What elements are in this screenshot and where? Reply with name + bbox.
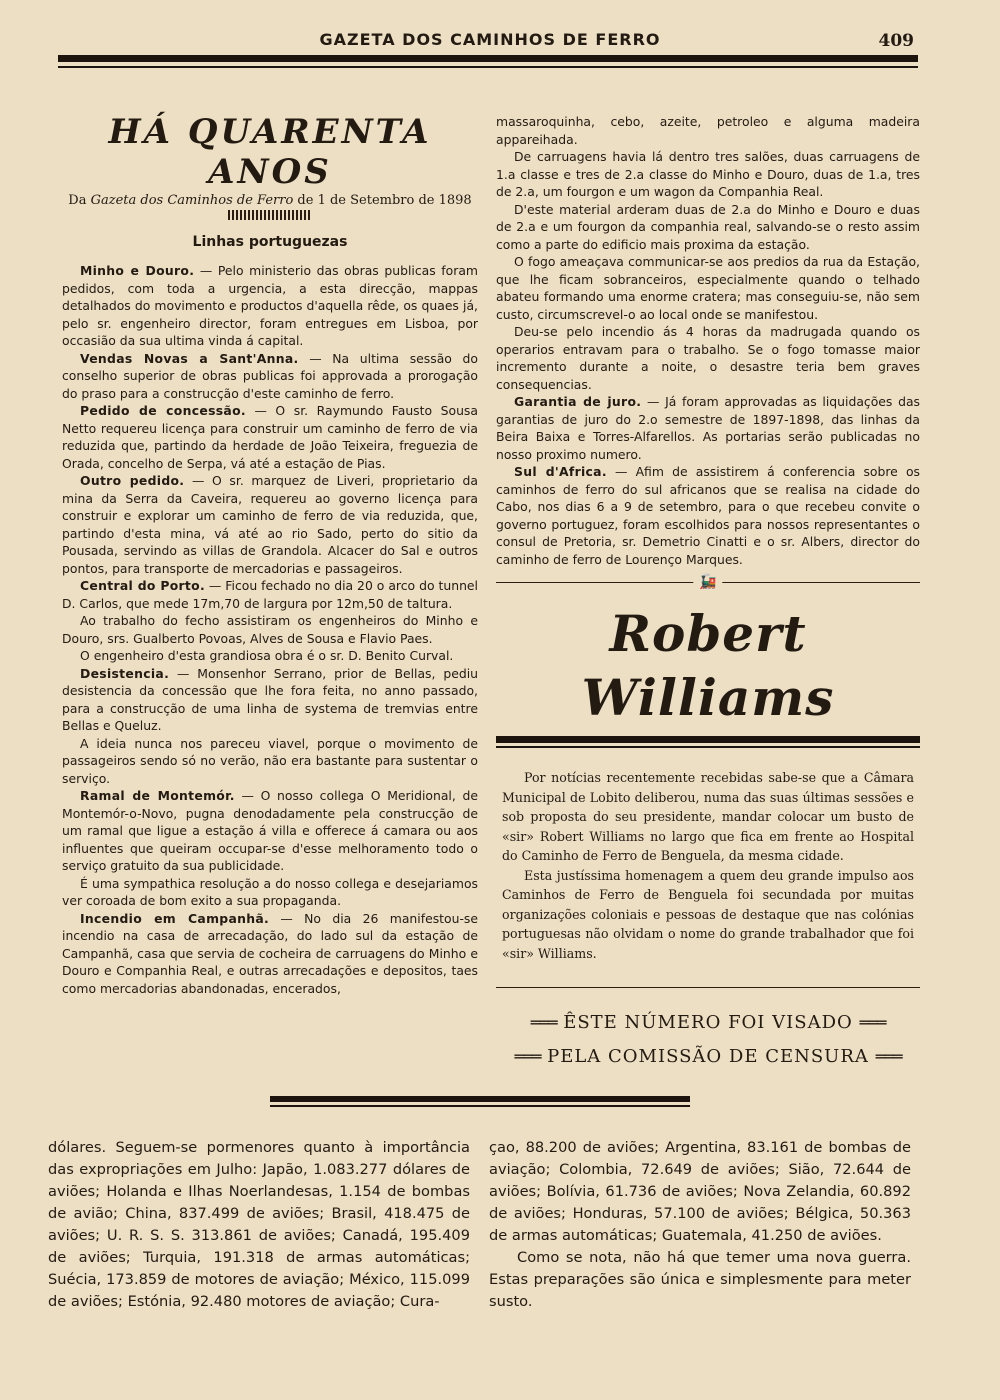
- paragraph-text: — Na ultima sessão do conselho superior de obras publicas foi approvada a prorogação do praso para a construcção d'este caminho de ferro.: [62, 350, 478, 401]
- censorship-text-1: ÊSTE NÚMERO FOI VISADO: [563, 1012, 853, 1033]
- section-title: Linhas portuguezas: [192, 234, 348, 250]
- paragraph-lead: Vendas Novas a Sant'Anna.: [80, 350, 299, 366]
- censorship-line-2: [496, 1040, 920, 1074]
- left-column: [62, 112, 478, 997]
- rw-paragraph: Esta justíssima homenagem a quem deu grande impulso aos Caminhos de Ferro de Benguela foi secundada por muitas organizações coloniais e pessoas de destaque que nas colónias portuguesas não olvidam o nome do grande trabalhador que foi «sir» Williams.: [502, 867, 914, 961]
- paragraph-text: — Pelo ministerio das obras publicas foram pedidos, com toda a urgencia, a esta direcção, mappas detalhados do movimento e productos d'aquella rêde, os quaes já, pelo sr. engenheiro director, foram entregues em Lisboa, por occasião da sua ultima vinda á capital.: [62, 263, 478, 348]
- paragraph-text: — O nosso collega O Meridional, de Montemór-o-Novo, pugna denodadamente pela construcção de um ramal que ligue a estação á villa e offerece á camara ou aos influentes que queiram occupar-se d'esse melhoramento todo o serviço gratuito da sua publicidade.: [62, 788, 479, 873]
- article-paragraph: [62, 350, 478, 403]
- bottom-right-closing: Como se nota, não há que temer uma nova guerra. Estas preparações são única e simplesmente para meter susto.: [489, 1249, 911, 1310]
- bottom-right-column: [489, 1137, 911, 1313]
- paragraph-lead: Incendio em Campanhã.: [80, 910, 270, 926]
- paragraph-lead: Ramal de Montemór.: [80, 788, 235, 803]
- paragraph-text: — Afim de assistirem á conferencia sobre os caminhos de ferro do sul africanos que se realisa na cidade do Cabo, nos dias 6 a 9 de setembro, para o que recebeu convite o governo portuguez, foram escolhidos para nossos representantes o consul de Pretoria, sr. Demetrio Cinatti e o sr. Albers, director do caminho de ferro de Lourenço Marques.: [496, 464, 921, 567]
- article-paragraph: [62, 262, 478, 350]
- paragraph-lead: Outro pedido.: [80, 473, 185, 488]
- subtitle-journal: Gazeta dos Caminhos de Ferro: [90, 193, 294, 208]
- subtitle-prefix: Da: [68, 193, 91, 208]
- right-column: [496, 113, 920, 1074]
- paragraph-text: É uma sympathica resolução a do nosso collega e desejariamos ver coroada de bom exito a sua propaganda.: [62, 875, 478, 908]
- censorship-line-1: [496, 1006, 920, 1040]
- paragraph-text: — Monsenhor Serrano, prior de Bellas, pediu desistencia da concessão que lhe fora feita, no anno passado, para a construcção de uma linha de systema de tremvias entre Bellas e Queluz.: [62, 665, 478, 733]
- paragraph-text: O fogo ameaçava communicar-se aos predios da rua da Estação, que lhe ficam sobranceiros, especialmente quando o telhado abateu formando uma enorme cratera; mas conseguiu-se, não sem custo, circumscrevel-o ao local onde se manifestou.: [496, 254, 920, 322]
- bars-icon: ═══: [514, 1047, 541, 1066]
- article-paragraph: [62, 787, 478, 875]
- bottom-left-column: [48, 1137, 470, 1313]
- article-paragraph: [62, 910, 478, 998]
- paragraph-lead: Sul d'Africa.: [514, 464, 607, 479]
- locomotive-divider: [496, 574, 920, 590]
- article-paragraph: [496, 323, 920, 393]
- page-number: 409: [878, 31, 914, 51]
- header-rule: [58, 55, 918, 62]
- bottom-right-text: çao, 88.200 de aviões; Argentina, 83.161 de bombas de aviação; Colombia, 72.649 de aviões; Sião, 72.644 de aviões; Bolívia, 61.736 de aviões; Nova Zelandia, 60.892 de aviões; Honduras, 57.100 de aviões; Bélgica, 50.363 de armas automáticas; Guatemala, 41.250 de aviões.: [489, 1139, 911, 1244]
- robert-williams-body: [496, 768, 920, 963]
- robert-williams-rule-thin: [496, 746, 920, 748]
- paragraph-lead: Garantia de juro.: [514, 394, 642, 409]
- article-paragraph: [496, 148, 920, 201]
- article-paragraph: [62, 735, 478, 788]
- censorship-text-2: PELA COMISSÃO DE CENSURA: [547, 1046, 869, 1067]
- article-paragraph: [496, 113, 920, 148]
- article-paragraphs: [62, 262, 478, 997]
- ornament-divider: [228, 210, 312, 220]
- paragraph-text: Deu-se pelo incendio ás 4 horas da madrugada quando os operarios entravam para o trabalho. Se o fogo tomasse maior incremento durante a noite, o desastre teria bem graves consequencias.: [496, 324, 920, 392]
- forty-years-subtitle: [62, 192, 478, 210]
- bars-icon: ═══: [875, 1047, 902, 1066]
- masthead: GAZETA DOS CAMINHOS DE FERRO: [319, 30, 661, 49]
- paragraph-text: — No dia 26 manifestou-se incendio na casa de arrecadação, do lado sul da estação de Campanhã, casa que servia de cocheira de carruagens do Minho e Douro e Companhia Real, e outras arrecadações e depositos, taes como mercadorias abandonadas, encerados,: [62, 910, 478, 996]
- article-paragraph: [62, 577, 478, 612]
- article-paragraph: [496, 463, 920, 568]
- paragraph-lead: Desistencia.: [80, 665, 170, 681]
- bottom-left-text: dólares. Seguem-se pormenores quanto à importância das expropriações em Julho: Japão, 1.083.277 dólares de aviões; Holanda e Ilhas Noerlandesas, 1.154 de bombas de avião; China, 837.499 de aviões; Brasil, 418.475 de aviões; U. R. S. S. 313.861 de aviões; Canadá, 195.409 de aviões; Turquia, 191.318 de armas automáticas; Suécia, 173.859 de motores de aviação; México, 115.099 de aviões; Estónia, 92.480 motores de aviação; Cura-: [48, 1139, 470, 1310]
- robert-williams-rule: [496, 736, 920, 743]
- paragraph-text: O engenheiro d'esta grandiosa obra é o sr. D. Benito Curval.: [80, 648, 454, 663]
- rw-paragraph: Por notícias recentemente recebidas sabe-se que a Câmara Municipal de Lobito deliberou, numa das suas últimas sessões e sob proposta do seu presidente, mandar colocar um busto de «sir» Robert Williams no largo que fica em frente ao Hospital do Caminho de Ferro de Benguela, da mesma cidade.: [502, 770, 914, 863]
- article-paragraph: [496, 201, 920, 254]
- paragraph-text: — O sr. Raymundo Fausto Sousa Netto requereu licença para construir um caminho de ferro de via reduzida que, partindo da herdade de João Teixeira, freguezia de Orada, concelho de Serpa, vá até a estação de Pias.: [62, 403, 478, 471]
- paragraph-text: massaroquinha, cebo, azeite, petroleo e alguma madeira appareihada.: [496, 114, 920, 147]
- locomotive-icon: 🚂: [693, 574, 722, 590]
- paragraph-lead: Pedido de concessão.: [80, 403, 246, 418]
- paragraph-text: — O sr. marquez de Liveri, proprietario da mina da Serra da Caveira, requereu ao governo licença para construir e explorar um caminho de ferro de via reduzida, que, partindo d'esta mina, vá até ao rio Sado, perto do sitio da Pousada, servindo as villas de Grandola. Alcacer do Sal e outros pontos, para transporte de mercadorias e passageiros.: [62, 473, 478, 576]
- forty-years-title: HÁ QUARENTA ANOS: [108, 112, 432, 192]
- censor-rule: [496, 987, 920, 988]
- bars-icon: ═══: [530, 1013, 557, 1032]
- paragraph-lead: Minho e Douro.: [80, 263, 195, 278]
- article-paragraph: [496, 253, 920, 323]
- subtitle-suffix: de 1 de Setembro de 1898: [293, 193, 472, 208]
- bars-icon: ═══: [859, 1013, 886, 1032]
- section-rule: [270, 1096, 690, 1102]
- article-paragraph: [62, 472, 478, 577]
- article-paragraph: [62, 875, 478, 910]
- paragraph-text: — Já foram approvadas as liquidações das garantias de juro do 2.o semestre de 1897-1898, das linhas da Beira Baixa e Torres-Alfarellos. As portarias serão publicadas no nosso proximo numero.: [496, 394, 920, 462]
- paragraph-lead: Central do Porto.: [80, 578, 205, 593]
- paragraph-text: D'este material arderam duas de 2.a do Minho e Douro e duas de 2.a e um fourgon da companhia real, salvando-se o resto assim como a parte do edificio mais proxima da estação.: [496, 201, 920, 252]
- article-paragraph: [496, 393, 920, 463]
- article-paragraph: [62, 402, 478, 472]
- article-paragraph: [62, 647, 478, 665]
- paragraph-text: Ao trabalho do fecho assistiram os engenheiros do Minho e Douro, srs. Gualberto Povoas, Alves de Sousa e Flavio Paes.: [62, 613, 478, 646]
- section-rule-thin: [270, 1105, 690, 1107]
- paragraph-text: A ideia nunca nos pareceu viavel, porque o movimento de passageiros sendo só no verão, não era bastante para sustentar o serviço.: [62, 735, 478, 786]
- paragraph-text: De carruagens havia lá dentro tres salões, duas carruagens de 1.a classe e tres de 2.a classe do Minho e Douro, duas de 1.a, tres de 2.a, um fourgon e um wagon da Companhia Real.: [496, 149, 920, 199]
- article-continued-paragraphs: [496, 113, 920, 568]
- article-paragraph: [62, 665, 478, 735]
- censorship-notice: [496, 1006, 920, 1074]
- robert-williams-title: Robert Williams: [581, 604, 835, 727]
- header-rule-thin: [58, 66, 918, 68]
- article-paragraph: [62, 612, 478, 647]
- paragraph-text: — Ficou fechado no dia 20 o arco do tunnel D. Carlos, que mede 17m,70 de largura por 12m,50 de taltura.: [62, 578, 478, 611]
